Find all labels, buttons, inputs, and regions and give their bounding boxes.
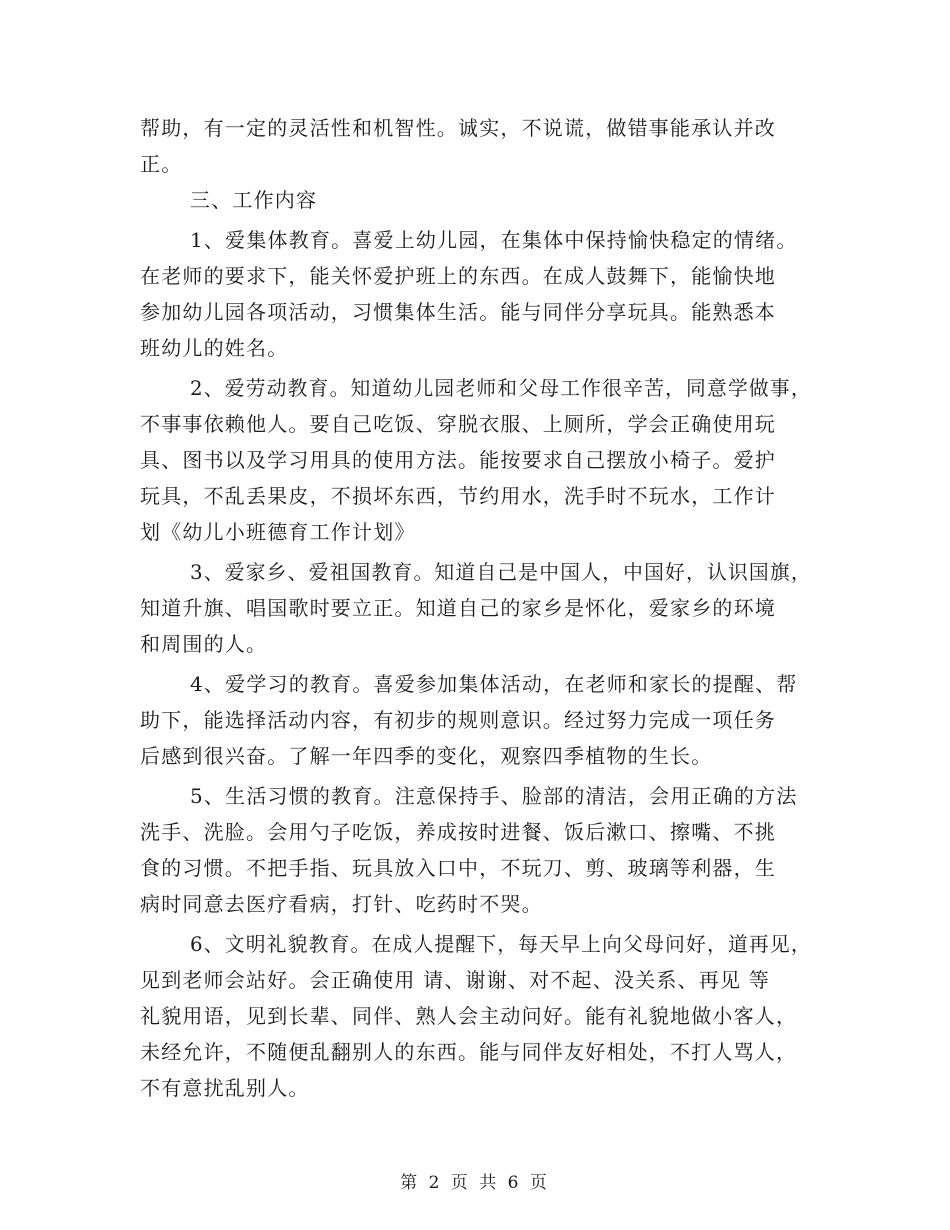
text-line-25: 礼貌用语，见到长辈、同伴、熟人会主动问好。能有礼貌地做小客人， [140,1004,798,1028]
text-line-21: 食的习惯。不把手指、玩具放入口中，不玩刀、剪、玻璃等利器，生 [140,856,776,880]
text-line-11: 玩具，不乱丢果皮，不损坏东西，节约用水，洗手时不玩水，工作计 [140,484,776,508]
text-line-24: 见到老师会站好。会正确使用 请、谢谢、对不起、没关系、再见 等 [140,968,770,992]
text-line-6: 参加幼儿园各项活动，习惯集体生活。能与同伴分享玩具。能熟悉本 [140,300,776,324]
text-line-22: 病时同意去医疗看病，打针、吃药时不哭。 [140,892,543,916]
text-line-9: 不事事依赖他人。要自己吃饭、穿脱衣服、上厕所，学会正确使用玩 [140,412,776,436]
text-line-17: 助下，能选择活动内容，有初步的规则意识。经过努力完成一项任务 [140,708,776,732]
text-line-16: 4、爱学习的教育。喜爱参加集体活动，在老师和家长的提醒、帮 [190,672,798,696]
text-line-15: 和周围的人。 [140,632,268,656]
text-line-18: 后感到很兴奋。了解一年四季的变化，观察四季植物的生长。 [140,744,713,768]
text-line-2: 正。 [140,152,183,176]
text-line-27: 不有意扰乱别人。 [140,1076,310,1100]
text-line-1: 帮助，有一定的灵活性和机智性。诚实，不说谎，做错事能承认并改 [140,116,776,140]
text-line-5: 在老师的要求下，能关怀爱护班上的东西。在成人鼓舞下，能愉快地 [140,264,776,288]
text-line-10: 具、图书以及学习用具的使用方法。能按要求自己摆放小椅子。爱护 [140,448,776,472]
text-line-23: 6、文明礼貌教育。在成人提醒下，每天早上向父母问好，道再见， [190,932,812,956]
page-number-footer: 第 2 页 共 6 页 [400,1173,550,1193]
text-line-19: 5、生活习惯的教育。注意保持手、脸部的清洁，会用正确的方法 [190,784,798,808]
text-line-14: 知道升旗、唱国歌时要立正。知道自己的家乡是怀化，爱家乡的环境 [140,596,776,620]
text-line-4: 1、爱集体教育。喜爱上幼儿园，在集体中保持愉快稳定的情绪。 [190,228,798,252]
text-line-8: 2、爱劳动教育。知道幼儿园老师和父母工作很辛苦，同意学做事， [190,376,812,400]
text-line-20: 洗手、洗脸。会用勺子吃饭，养成按时进餐、饭后漱口、擦嘴、不挑 [140,820,776,844]
text-line-13: 3、爱家乡、爱祖国教育。知道自己是中国人，中国好，认识国旗， [190,560,812,584]
text-line-26: 未经允许，不随便乱翻别人的东西。能与同伴友好相处，不打人骂人， [140,1040,798,1064]
section-heading: 三、工作内容 [190,188,318,212]
text-line-12: 划《幼儿小班德育工作计划》 [140,520,416,544]
text-line-7: 班幼儿的姓名。 [140,336,289,360]
